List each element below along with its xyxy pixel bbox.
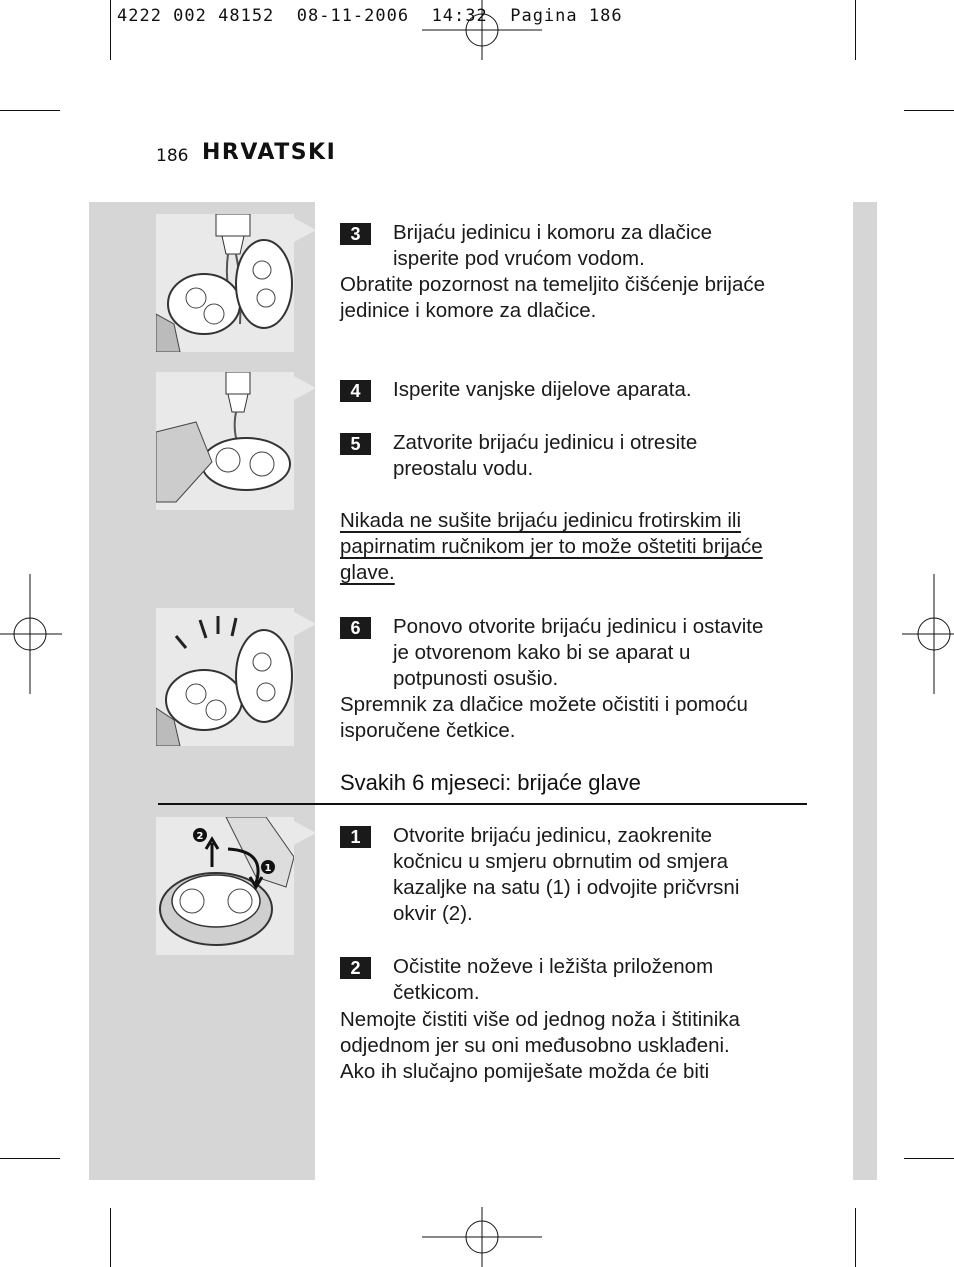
step-text [393, 614, 813, 692]
step-text [393, 220, 813, 272]
right-sidebar-band [853, 202, 877, 1180]
step-text [393, 823, 813, 927]
note-paragraph [340, 272, 810, 324]
subsection-title: Svakih 6 mjeseci: brijaće glave [340, 770, 641, 795]
step-line: okvir (2). [393, 902, 473, 925]
step-line: kazaljke na satu (1) i odvojite pričvrsni [393, 876, 740, 899]
step-line: Otvorite brijaću jedinicu, zaokrenite [393, 824, 713, 847]
illustration-remove-retaining-frame [156, 817, 294, 955]
note-line: Obratite pozornost na temeljito čišćenje brijaće [340, 273, 766, 296]
step-line: Isperite vanjske dijelove aparata. [393, 378, 692, 401]
callout-1: 1 [264, 863, 272, 874]
step-badge: 1 [340, 826, 371, 848]
warning-line: glave. [340, 561, 395, 584]
note-line: Nemojte čistiti više od jednog noža i štitinika [340, 1008, 740, 1031]
step-badge: 6 [340, 617, 371, 639]
registration-mark-left [0, 574, 62, 694]
registration-mark-top [422, 0, 542, 62]
step-text [393, 377, 813, 403]
step-line: isperite pod vrućom vodom. [393, 247, 645, 270]
step-line: potpunosti osušio. [393, 667, 559, 690]
rinse-outside-icon [156, 372, 294, 510]
note-paragraph [340, 1007, 810, 1085]
step-line: četkicom. [393, 981, 480, 1004]
section-title: HRVATSKI [202, 140, 337, 165]
step-line: Očistite noževe i ležišta priloženom [393, 955, 714, 978]
note-line: odjednom jer su oni međusobno usklađeni. [340, 1034, 730, 1057]
rinse-shaving-unit-icon [156, 214, 294, 352]
note-line: Spremnik za dlačice možete očistiti i pomoću [340, 693, 748, 716]
warning-line: Nikada ne sušite brijaću jedinicu frotirskim ili [340, 509, 742, 532]
print-slug: 4222 002 48152 08-11-2006 14:32 Pagina 186 [117, 6, 623, 26]
step-line: kočnicu u smjeru obrnutim od smjera [393, 850, 728, 873]
warning-line: papirnatim ručnikom jer to može oštetiti brijaće [340, 535, 763, 558]
step-line: preostalu vodu. [393, 457, 534, 480]
page-number: 186 [156, 146, 189, 166]
step-badge: 4 [340, 380, 371, 402]
callout-2: 2 [196, 831, 204, 842]
illustration-pointer [294, 376, 316, 400]
step-line: Zatvorite brijaću jedinicu i otresite [393, 431, 698, 454]
step-line: Brijaću jedinicu i komoru za dlačice [393, 221, 713, 244]
illustration-pointer [294, 821, 316, 845]
step-text [393, 954, 813, 1006]
registration-mark-bottom [422, 1207, 542, 1267]
note-paragraph [340, 692, 810, 744]
note-line: Ako ih slučajno pomiješate možda će biti [340, 1060, 710, 1083]
illustration-open-to-dry [156, 608, 294, 746]
illustration-pointer [294, 218, 316, 242]
step-line: Ponovo otvorite brijaću jedinicu i ostavite [393, 615, 764, 638]
remove-retaining-frame-icon [156, 817, 294, 955]
step-line: je otvorenom kako bi se aparat u [393, 641, 691, 664]
registration-mark-right [902, 574, 954, 694]
step-text [393, 430, 813, 482]
illustration-pointer [294, 612, 316, 636]
step-badge: 5 [340, 433, 371, 455]
illustration-rinse-outside [156, 372, 294, 510]
step-badge: 2 [340, 957, 371, 979]
illustration-rinse-shaving-unit [156, 214, 294, 352]
subsection-rule [158, 803, 807, 805]
note-line: isporučene četkice. [340, 719, 516, 742]
warning-paragraph [340, 508, 810, 586]
open-to-dry-icon [156, 608, 294, 746]
step-badge: 3 [340, 223, 371, 245]
note-line: jedinice i komore za dlačice. [340, 299, 597, 322]
